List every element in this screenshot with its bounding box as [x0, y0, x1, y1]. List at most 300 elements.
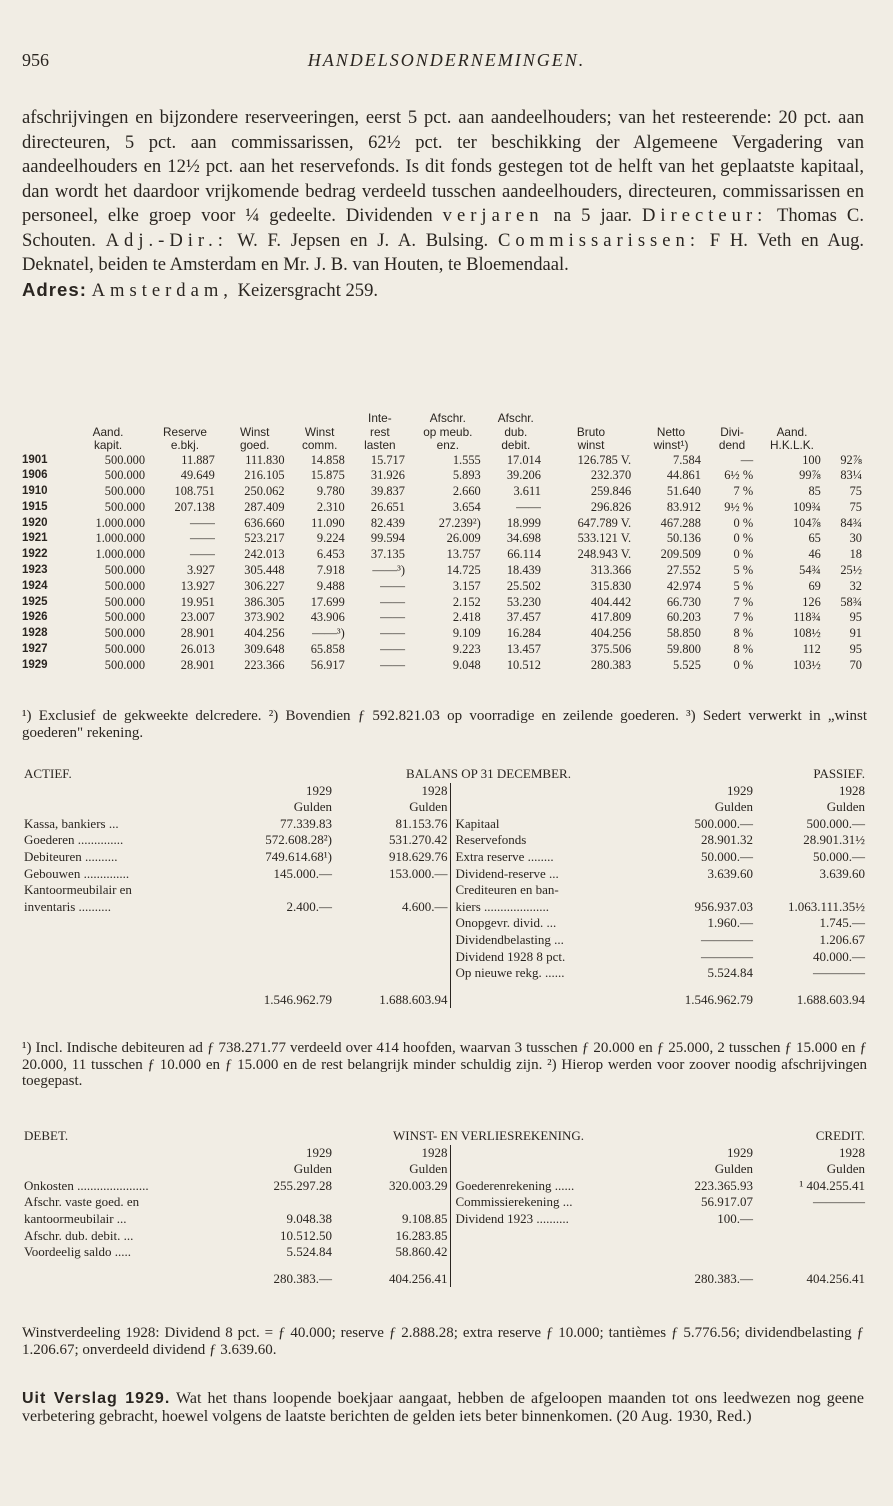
item-label: [22, 965, 222, 982]
table-cell: 44.861: [666, 468, 701, 483]
running-title: HANDELSONDERNEMINGEN.: [307, 50, 586, 70]
amount-cell: [334, 915, 450, 932]
statement-row: [22, 832, 867, 849]
item-label: Afschr. dub. debit. ...: [24, 1227, 134, 1243]
balance-totals-row: [22, 982, 867, 1009]
table-cell: 31.926: [370, 468, 405, 483]
table-cell: 83.912: [666, 499, 701, 514]
table-cell: 7 %: [733, 594, 754, 609]
column-header-line: winst¹): [653, 438, 689, 452]
table-cell: 2.310: [316, 499, 345, 514]
table-cell: 28.901: [180, 657, 215, 672]
currency-label: Gulden: [409, 1161, 448, 1177]
column-header-line: Netto: [656, 424, 686, 439]
table-cell: 9.048: [452, 657, 481, 672]
year-cell: 1927: [22, 643, 48, 656]
table-cell: 28.901: [180, 626, 215, 641]
total-value: 404.256.41: [806, 1270, 865, 1286]
table-cell: 99.594: [370, 531, 405, 546]
amount-cell: [755, 1211, 867, 1228]
table-cell: 7.918: [316, 563, 345, 578]
table-cell: 7 %: [733, 610, 754, 625]
year-cell: 1910: [22, 485, 48, 498]
table-cell: 51.640: [666, 484, 701, 499]
table-cell: 5 %: [733, 578, 754, 593]
amount-cell: 28.901.31½: [803, 832, 865, 848]
amount-cell: [334, 932, 450, 949]
table-cell: 37.457: [506, 610, 541, 625]
table-cell: 209.509: [660, 547, 701, 562]
table-cell: 70: [849, 657, 862, 672]
item-label: kantoormeubilair ...: [24, 1210, 127, 1226]
table-cell: 66.114: [507, 547, 541, 562]
table-row: [22, 610, 867, 626]
column-header-line: dend: [718, 438, 746, 452]
amount-cell: [222, 915, 334, 932]
table-cell: 9.224: [316, 531, 345, 546]
amount-cell: ————: [701, 948, 753, 964]
table-cell: 50.136: [666, 531, 701, 546]
column-header-line: Divi-: [720, 424, 744, 439]
table-cell: 17.699: [310, 594, 345, 609]
balance-title: BALANS OP 31 DECEMBER.: [406, 766, 571, 781]
amount-cell: [334, 1194, 450, 1211]
amount-cell: [222, 882, 334, 899]
table-row: [22, 547, 867, 563]
statement-row: [22, 1228, 867, 1245]
pl-title: WINST- EN VERLIESREKENING.: [392, 1128, 584, 1143]
table-cell: 11.887: [181, 452, 215, 467]
table-cell: 404.256: [244, 626, 285, 641]
table-cell: 309.648: [244, 642, 285, 657]
year-cell: 1901: [22, 453, 48, 466]
item-label: Dividend-reserve ...: [450, 866, 650, 883]
table-cell: 82.439: [370, 515, 405, 530]
table-cell: 9.780: [316, 484, 345, 499]
year-cell: 1915: [22, 500, 48, 513]
table-cell: 0 %: [733, 657, 754, 672]
table-cell: 500.000: [104, 657, 146, 672]
amount-cell: 500.000.—: [806, 815, 865, 831]
currency-label: Gulden: [293, 799, 332, 815]
table-cell: 118¾: [793, 610, 821, 625]
column-header: [150, 412, 220, 453]
amount-cell: 320.003.29: [389, 1177, 448, 1193]
statement-row: [22, 866, 867, 883]
table-cell: 10.512: [506, 657, 541, 672]
table-cell: 66.730: [666, 594, 701, 609]
table-cell: 32: [849, 578, 862, 593]
table-cell: 5.893: [452, 468, 481, 483]
table-cell: 39.837: [370, 484, 405, 499]
table-cell: 42.974: [666, 578, 701, 593]
table-cell: 58¾: [840, 594, 862, 609]
table-cell: 26.013: [180, 642, 215, 657]
amount-cell: 50.000.—: [813, 848, 865, 864]
table-cell: 103½: [792, 657, 821, 672]
amount-cell: 16.283.85: [395, 1227, 448, 1243]
pl-currency-row: [22, 1161, 867, 1178]
table-cell: 404.442: [590, 594, 632, 609]
column-header-line: enz.: [436, 438, 459, 452]
balance-title-row: [22, 766, 867, 783]
amount-cell: [222, 932, 334, 949]
year-1928: 1928: [421, 1144, 448, 1160]
balance-notes: ¹) Incl. Indische debiteuren ad ƒ 738.271.77 verdeeld over 414 hoofden, waarvan 3 tusschen ƒ 20.000 en ƒ 25.000, 2 tusschen ƒ 15.000 en ƒ 20.000, 11 tusschen ƒ 10.000 en ƒ 15.000 en de rest belangrijk minder schuldig zijn. ²) Hierop werden voor zoover noodig afschrijvingen toegepast.: [22, 1040, 867, 1089]
year-cell: 1926: [22, 611, 48, 624]
adj-dir-label: Adj.-Dir.:: [105, 229, 228, 251]
amount-cell: 9.048.38: [286, 1210, 332, 1226]
page-number: 956: [22, 50, 49, 70]
table-cell: 259.846: [590, 484, 632, 499]
table-cell: 417.809: [590, 610, 632, 625]
table-cell: 9.488: [316, 578, 345, 593]
amount-cell: ————: [701, 931, 753, 947]
item-label: Goederenrekening ......: [450, 1178, 650, 1195]
table-cell: 2.152: [452, 594, 481, 609]
table-cell: 85: [808, 484, 821, 499]
table-cell: 13.927: [180, 578, 215, 593]
table-cell: 500.000: [104, 563, 146, 578]
table-cell: 126.785 V.: [577, 452, 632, 467]
table-cell: 11.090: [311, 515, 345, 530]
table-cell: 8 %: [733, 626, 754, 641]
table-cell: 56.917: [310, 657, 345, 672]
table-cell: 313.366: [590, 563, 632, 578]
credit-label: CREDIT.: [815, 1128, 865, 1143]
amount-cell: [334, 882, 450, 899]
table-cell: 34.698: [506, 531, 541, 546]
profit-loss-account: [22, 1128, 867, 1287]
table-cell: 112: [802, 642, 821, 657]
statement-row: [22, 965, 867, 982]
item-label: Kassa, bankiers ...: [24, 815, 119, 831]
table-cell: 53.230: [506, 594, 541, 609]
item-label: Goederen ..............: [24, 832, 124, 848]
directeur-label: Directeur:: [641, 205, 768, 226]
year-1928: 1928: [839, 1144, 865, 1160]
table-cell: 27.239²): [438, 515, 481, 530]
item-label: Gebouwen ..............: [24, 865, 130, 881]
item-label: [22, 915, 222, 932]
item-label: Kantoormeubilair en: [24, 882, 132, 898]
column-header-line: goed.: [239, 438, 270, 452]
adres-street: Keizersgracht 259.: [237, 279, 379, 301]
table-cell: 58.850: [666, 626, 701, 641]
amount-cell: 1.206.67: [819, 931, 865, 947]
table-cell: 91: [849, 626, 862, 641]
table-cell: 26.651: [370, 499, 405, 514]
column-header: [410, 412, 486, 453]
table-cell: 100: [802, 452, 821, 467]
table-cell: 248.943 V.: [577, 547, 632, 562]
statement-row: [22, 915, 867, 932]
table-cell: 13.757: [446, 547, 481, 562]
column-header: [636, 412, 706, 453]
amount-cell: 56.917.07: [701, 1194, 753, 1210]
table-cell: 18.999: [506, 515, 541, 530]
amount-cell: [650, 1244, 755, 1261]
amount-cell: [755, 882, 867, 899]
year-cell: 1920: [22, 516, 48, 529]
amount-cell: 5.524.84: [286, 1244, 332, 1260]
table-cell: 0 %: [733, 531, 754, 546]
table-cell: 9½ %: [724, 499, 754, 514]
amount-cell: 500.000.—: [694, 815, 753, 831]
table-cell: 5 %: [733, 563, 754, 578]
column-header-line: Afschr.: [497, 411, 534, 425]
table-cell: 84¾: [840, 515, 862, 530]
column-header-line: kapit.: [93, 438, 123, 452]
table-cell: 500.000: [104, 610, 146, 625]
table-cell: 108½: [792, 626, 821, 641]
table-cell: 60.203: [666, 610, 701, 625]
table-cell: ——: [380, 642, 405, 657]
table-cell: 500.000: [104, 484, 146, 499]
statement-row: [22, 932, 867, 949]
table-cell: ——: [380, 657, 405, 672]
column-header: [66, 412, 150, 453]
table-cell: 500.000: [104, 468, 146, 483]
statement-row: [22, 1211, 867, 1228]
amount-cell: 255.297.28: [273, 1177, 332, 1193]
year-cell: 1925: [22, 595, 48, 608]
statement-row: [22, 949, 867, 966]
year-cell: 1921: [22, 532, 48, 545]
commissarissen-label: Commissarissen:: [497, 229, 701, 251]
table-row: [22, 531, 867, 547]
column-header: [706, 412, 758, 453]
table-cell: 1.555: [452, 452, 481, 467]
statement-row: [22, 882, 867, 899]
column-header: [758, 412, 826, 453]
table-row: [22, 516, 867, 532]
table-cell: 242.013: [244, 547, 285, 562]
table-cell: 18: [849, 547, 862, 562]
table-cell: 223.366: [244, 657, 285, 672]
pl-year-row: [22, 1145, 867, 1162]
item-label: Extra reserve ........: [450, 849, 650, 866]
table-cell: 14.858: [310, 452, 345, 467]
total-value: 280.383.—: [694, 1270, 753, 1286]
amount-cell: 2.400.—: [286, 898, 332, 914]
amount-cell: 4.600.—: [402, 898, 448, 914]
year-1928: 1928: [421, 782, 448, 798]
amount-cell: ————: [813, 1194, 865, 1210]
table-row: [22, 484, 867, 500]
amount-cell: [755, 1244, 867, 1261]
debet-label: DEBET.: [24, 1128, 69, 1143]
adres-label: Adres:: [22, 278, 87, 300]
statement-row: [22, 1194, 867, 1211]
table-cell: 25.502: [506, 578, 541, 593]
item-label: Debiteuren ..........: [24, 848, 118, 864]
table-cell: 65.858: [310, 642, 345, 657]
table-cell: 54¾: [799, 563, 821, 578]
year-cell: 1928: [22, 627, 48, 640]
table-row: [22, 468, 867, 484]
column-header: [22, 412, 66, 453]
amount-cell: 100.—: [717, 1210, 753, 1226]
column-header-line: op meub.: [423, 424, 473, 439]
table-cell: 375.506: [590, 642, 632, 657]
amount-cell: 9.108.85: [402, 1210, 448, 1226]
table-cell: ——: [190, 547, 215, 562]
statement-row: [22, 1244, 867, 1261]
column-header-line: Reserve: [162, 424, 207, 439]
table-cell: 296.826: [590, 499, 632, 514]
table-cell: 216.105: [244, 468, 285, 483]
column-header-line: dub.: [504, 424, 528, 439]
amount-cell: 1.063.111.35½: [787, 898, 865, 914]
item-label: Kapitaal: [450, 816, 650, 833]
table-cell: 1.000.000: [95, 547, 146, 562]
amount-cell: ¹ 404.255.41: [799, 1177, 865, 1193]
table-cell: 108.751: [174, 484, 215, 499]
table-cell: 14.725: [446, 563, 481, 578]
amount-cell: 223.365.93: [694, 1177, 753, 1193]
amount-cell: 3.639.60: [819, 865, 865, 881]
statement-row: [22, 816, 867, 833]
table-cell: 207.138: [174, 499, 215, 514]
table-row: [22, 563, 867, 579]
table-cell: 75: [849, 484, 862, 499]
table-cell: ——: [380, 578, 405, 593]
item-label: Reservefonds: [450, 832, 650, 849]
table-cell: 315.830: [590, 578, 632, 593]
year-cell: 1906: [22, 469, 48, 482]
column-header: [546, 412, 636, 453]
item-label: Onopgevr. divid. ...: [450, 915, 650, 932]
verslag-paragraph: [22, 1390, 864, 1426]
table-row: [22, 453, 867, 469]
verjaren-term: verjaren: [442, 205, 544, 226]
amount-cell: 40.000.—: [813, 948, 865, 964]
table-cell: ——: [190, 531, 215, 546]
dividend-history-table: [22, 412, 867, 674]
table-cell: 17.014: [506, 452, 541, 467]
item-label: Voordeelig saldo .....: [24, 1244, 131, 1260]
year-1928: 1928: [839, 782, 865, 798]
table-cell: 8 %: [733, 642, 754, 657]
column-header-line: Winst: [304, 424, 335, 439]
year-1929: 1929: [727, 782, 753, 798]
currency-label: Gulden: [714, 1161, 753, 1177]
table-cell: —: [740, 452, 754, 467]
table-cell: 7.584: [673, 452, 701, 467]
table-cell: 500.000: [104, 642, 146, 657]
verslag-text: Wat het thans loopende boekjaar aangaat, hebben de afgeloopen maanden tot ons leedwezen nog geene verbetering gebracht, hoewel volgens de laatste berichten de gelden iets beter binnenkomen. (20 Aug. 1930, Red.): [22, 1390, 865, 1425]
commissarissen-names: F H. Veth en Aug. Deknatel, beiden te Amsterdam en Mr. J. B. van Houten, te Bloemendaal.: [22, 229, 865, 275]
table-cell: 92⅞: [840, 452, 862, 467]
table-cell: ——: [380, 610, 405, 625]
column-header-line: Winst: [239, 424, 270, 439]
table-cell: 30: [849, 531, 862, 546]
year-1929: 1929: [306, 782, 332, 798]
table-cell: 0 %: [733, 547, 754, 562]
total-value: 404.256.41: [389, 1270, 448, 1286]
year-cell: 1923: [22, 564, 48, 577]
column-header-line: lasten: [364, 438, 396, 452]
table-cell: 6.453: [316, 547, 345, 562]
table-row: [22, 500, 867, 516]
amount-cell: 1.960.—: [707, 915, 753, 931]
table-cell: ——: [516, 499, 541, 514]
table-cell: 7 %: [733, 484, 754, 499]
currency-label: Gulden: [826, 799, 865, 815]
item-label: Dividend 1923 ..........: [450, 1211, 650, 1228]
item-label: [450, 1228, 650, 1245]
table-cell: 18.439: [506, 563, 541, 578]
year-cell: 1922: [22, 548, 48, 561]
amount-cell: ————: [813, 965, 865, 981]
directeur-name: Thomas C. Schouten.: [22, 205, 864, 251]
column-header-line: comm.: [301, 438, 338, 452]
table-cell: 386.305: [244, 594, 285, 609]
amount-cell: 58.860.42: [395, 1244, 448, 1260]
column-header-line: H.K.L.K.: [770, 438, 814, 452]
table-cell: 636.660: [244, 515, 285, 530]
balance-currency-row: [22, 799, 867, 816]
table-cell: ——: [190, 515, 215, 530]
table-cell: 16.284: [506, 626, 541, 641]
currency-label: Gulden: [826, 1161, 865, 1177]
table-cell: 9.109: [452, 626, 481, 641]
statement-row: [22, 899, 867, 916]
table-cell: 15.875: [310, 468, 345, 483]
column-header-line: e.bkj.: [170, 438, 200, 452]
table-cell: 2.660: [452, 484, 481, 499]
year-cell: 1924: [22, 579, 48, 592]
table-cell: 3.611: [513, 484, 541, 499]
amount-cell: 10.512.50: [280, 1227, 332, 1243]
column-header-line: Aand.: [92, 424, 124, 439]
passief-label: PASSIEF.: [813, 766, 865, 781]
column-header-line: Bruto: [576, 424, 606, 439]
currency-label: Gulden: [714, 799, 753, 815]
table-cell: 1.000.000: [95, 531, 146, 546]
table-cell: 26.009: [446, 531, 481, 546]
amount-cell: 3.639.60: [707, 865, 753, 881]
table-cell: ——: [380, 594, 405, 609]
table-cell: 647.789 V.: [577, 515, 632, 530]
amount-cell: [755, 1228, 867, 1245]
table-cell: ——: [380, 626, 405, 641]
year-cell: 1929: [22, 658, 48, 671]
table-cell: 23.007: [180, 610, 215, 625]
table-cell: 500.000: [104, 578, 146, 593]
pl-totals-row: [22, 1261, 867, 1288]
intro-paragraph: [22, 106, 864, 303]
table-header-row: [22, 412, 867, 453]
table-cell: 111.830: [245, 452, 285, 467]
table-row: [22, 595, 867, 611]
table-cell: 104⅞: [792, 515, 821, 530]
verslag-label: Uit Verslag 1929.: [22, 1390, 171, 1407]
table-cell: 19.951: [180, 594, 215, 609]
table-row: [22, 626, 867, 642]
table-cell: 5.525: [673, 657, 701, 672]
amount-cell: [222, 1194, 334, 1211]
amount-cell: 749.614.68¹): [265, 848, 332, 864]
table-cell: 13.457: [506, 642, 541, 657]
table-cell: 83¼: [840, 468, 862, 483]
table-cell: 500.000: [104, 499, 146, 514]
amount-cell: 1.745.—: [819, 915, 865, 931]
dividend-table-notes: ¹) Exclusief de gekweekte delcredere. ²) Bovendien ƒ 592.821.03 op voorradige en zeilende goederen. ³) Sedert verwerkt in „winst goederen" rekening.: [22, 708, 867, 741]
pl-title-row: [22, 1128, 867, 1145]
adres-city: Amsterdam,: [91, 279, 233, 301]
